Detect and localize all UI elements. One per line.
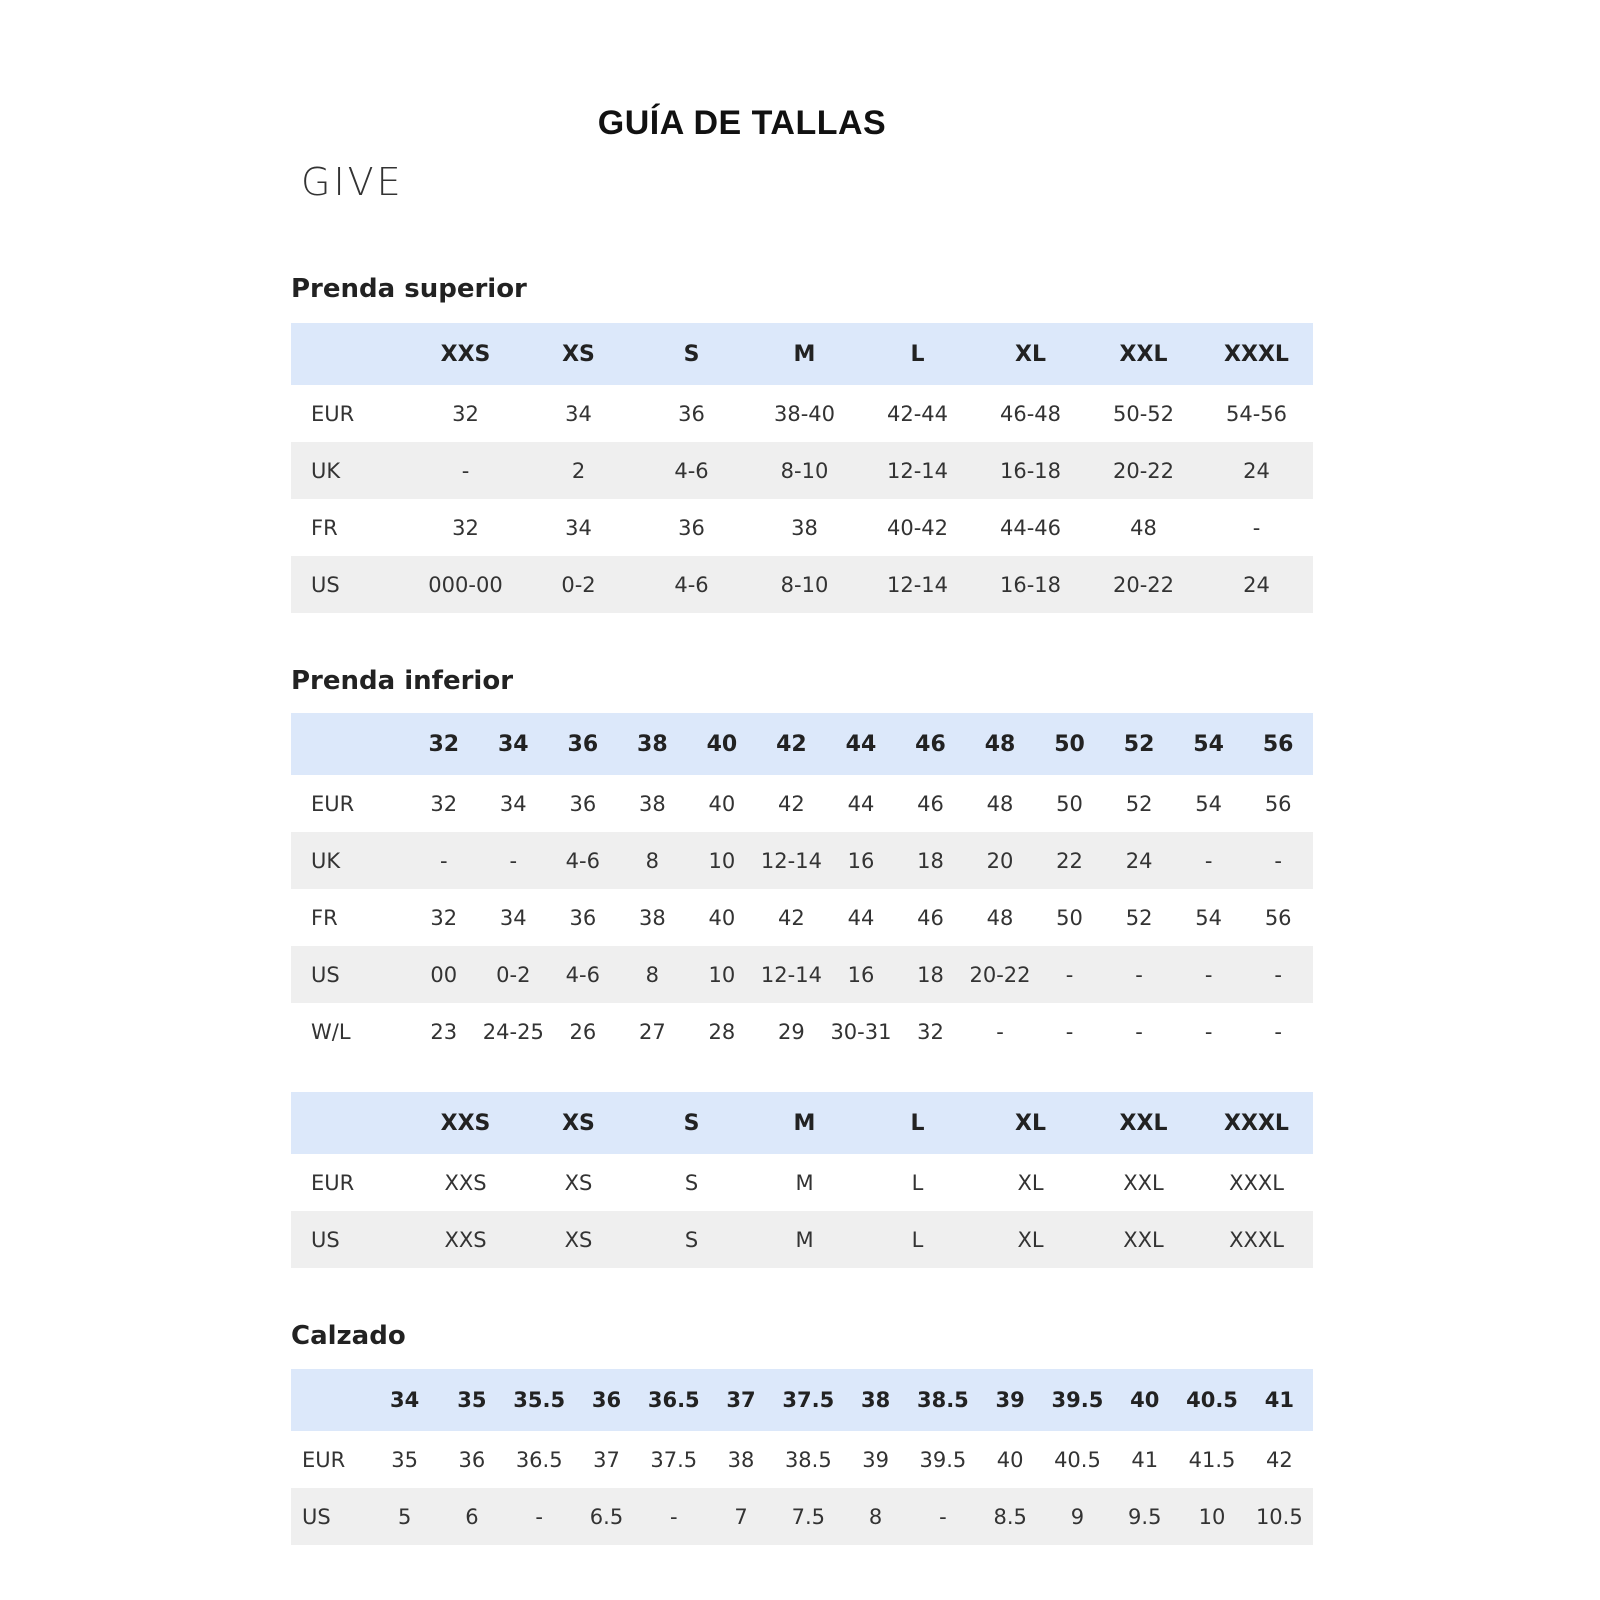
table-row bbox=[291, 1154, 1313, 1211]
size-value-cell: 5 bbox=[397, 1504, 412, 1529]
row-label-cell: EUR bbox=[311, 401, 355, 426]
table-row bbox=[291, 499, 1313, 556]
size-value-cell: - bbox=[509, 848, 518, 873]
header-size-cell: L bbox=[910, 341, 925, 367]
header-size-cell: 38.5 bbox=[916, 1388, 969, 1412]
size-value-cell: 22 bbox=[1056, 848, 1083, 873]
size-value-cell: - bbox=[439, 848, 448, 873]
size-value-cell: 32 bbox=[452, 401, 479, 426]
row-label-cell: US bbox=[311, 1227, 340, 1252]
header-size-cell: 39 bbox=[995, 1388, 1025, 1412]
header-size-cell: 36 bbox=[591, 1388, 622, 1412]
header-size-cell: 39.5 bbox=[1051, 1388, 1104, 1412]
size-value-cell: 46-48 bbox=[999, 401, 1062, 426]
size-table-shoes bbox=[291, 1369, 1313, 1545]
size-value-cell: 10 bbox=[708, 962, 736, 987]
size-value-cell: 40.5 bbox=[1054, 1447, 1101, 1472]
size-value-cell: 34 bbox=[499, 791, 527, 816]
size-value-cell: 9.5 bbox=[1128, 1504, 1162, 1529]
size-value-cell: 24 bbox=[1125, 848, 1153, 873]
size-value-cell: 36.5 bbox=[515, 1447, 563, 1472]
size-value-cell: 20-22 bbox=[1112, 572, 1175, 597]
size-value-cell: 23 bbox=[430, 1019, 458, 1044]
size-value-cell: - bbox=[1065, 962, 1074, 987]
size-value-cell: 4-6 bbox=[565, 848, 600, 873]
size-value-cell: - bbox=[461, 458, 470, 483]
size-value-cell: 56 bbox=[1264, 905, 1292, 930]
size-value-cell: 24 bbox=[1243, 572, 1270, 597]
row-label-cell: W/L bbox=[311, 1019, 351, 1044]
header-size-cell: 40.5 bbox=[1186, 1388, 1238, 1412]
size-value-cell: 38 bbox=[638, 791, 666, 816]
size-value-cell: 27 bbox=[638, 1019, 666, 1044]
size-value-cell: 12-14 bbox=[760, 962, 822, 987]
size-value-cell: 38-40 bbox=[773, 401, 836, 426]
size-value-cell: 000-00 bbox=[428, 572, 503, 597]
size-value-cell: 46 bbox=[917, 791, 944, 816]
section-title-bottoms: Prenda inferior bbox=[291, 666, 514, 696]
size-value-cell: 00 bbox=[430, 962, 458, 987]
header-size-cell: 35.5 bbox=[513, 1388, 566, 1412]
size-value-cell: 8 bbox=[868, 1504, 883, 1529]
header-size-cell: XS bbox=[562, 1110, 595, 1136]
size-value-cell: 36 bbox=[678, 515, 705, 540]
size-value-cell: 36 bbox=[569, 791, 597, 816]
table-row bbox=[291, 1003, 1313, 1060]
size-value-cell: 4-6 bbox=[674, 572, 709, 597]
size-table-letters bbox=[291, 1092, 1313, 1268]
size-value-cell: 38 bbox=[727, 1447, 755, 1472]
size-value-cell: XXS bbox=[444, 1227, 487, 1252]
size-value-cell: - bbox=[1204, 962, 1213, 987]
header-size-cell: 40 bbox=[1130, 1388, 1160, 1412]
size-table-bottoms bbox=[291, 713, 1313, 1060]
header-size-cell: XXXL bbox=[1224, 341, 1289, 367]
section-title-tops: Prenda superior bbox=[291, 274, 527, 304]
size-value-cell: 8 bbox=[645, 848, 660, 873]
size-value-cell: 32 bbox=[452, 515, 479, 540]
size-value-cell: 39 bbox=[862, 1447, 889, 1472]
row-label-cell: EUR bbox=[311, 791, 355, 816]
table-row bbox=[291, 1431, 1313, 1488]
size-value-cell: 30-31 bbox=[830, 1019, 892, 1044]
size-value-cell: L bbox=[911, 1227, 924, 1252]
size-value-cell: S bbox=[684, 1170, 699, 1195]
size-value-cell: 38 bbox=[791, 515, 818, 540]
size-value-cell: XL bbox=[1017, 1227, 1044, 1252]
size-value-cell: 7.5 bbox=[791, 1504, 826, 1529]
header-corner-cell bbox=[291, 1369, 371, 1431]
size-value-cell: 20 bbox=[986, 848, 1014, 873]
size-value-cell: 10 bbox=[708, 848, 736, 873]
section-title-shoes: Calzado bbox=[291, 1321, 406, 1351]
size-value-cell: 39.5 bbox=[919, 1447, 967, 1472]
size-value-cell: XL bbox=[1017, 1170, 1044, 1195]
table-row bbox=[291, 1211, 1313, 1268]
size-value-cell: 34 bbox=[565, 515, 592, 540]
size-value-cell: 7 bbox=[734, 1504, 748, 1529]
size-value-cell: 54 bbox=[1195, 905, 1222, 930]
row-label-cell: FR bbox=[311, 515, 338, 540]
header-size-cell: 35 bbox=[457, 1388, 487, 1412]
size-value-cell: 52 bbox=[1125, 791, 1153, 816]
row-label-cell: EUR bbox=[302, 1447, 346, 1472]
size-value-cell: 35 bbox=[391, 1447, 418, 1472]
size-value-cell: 10 bbox=[1198, 1504, 1226, 1529]
size-value-cell: 20-22 bbox=[1112, 458, 1175, 483]
size-value-cell: XS bbox=[564, 1227, 593, 1252]
size-value-cell: XS bbox=[564, 1170, 593, 1195]
size-value-cell: - bbox=[669, 1504, 678, 1529]
header-size-cell: 37 bbox=[726, 1388, 756, 1412]
size-value-cell: 32 bbox=[430, 791, 458, 816]
size-value-cell: 36 bbox=[678, 401, 705, 426]
size-value-cell: - bbox=[1252, 515, 1261, 540]
row-label-cell: EUR bbox=[311, 1170, 355, 1195]
size-value-cell: - bbox=[1274, 848, 1282, 873]
size-value-cell: 2 bbox=[571, 458, 586, 483]
size-value-cell: 40 bbox=[708, 905, 736, 930]
size-value-cell: 42 bbox=[778, 905, 805, 930]
size-value-cell: 20-22 bbox=[969, 962, 1031, 987]
size-value-cell: 8-10 bbox=[780, 458, 829, 483]
table-row bbox=[291, 1488, 1313, 1545]
header-size-cell: 36.5 bbox=[647, 1388, 700, 1412]
header-size-cell: 48 bbox=[984, 731, 1016, 757]
size-value-cell: 8.5 bbox=[993, 1504, 1027, 1529]
table-row bbox=[291, 832, 1313, 889]
size-value-cell: 10.5 bbox=[1255, 1504, 1303, 1529]
table-row bbox=[291, 442, 1313, 499]
size-value-cell: - bbox=[1204, 848, 1213, 873]
size-value-cell: - bbox=[1135, 962, 1143, 987]
size-value-cell: 16-18 bbox=[999, 458, 1062, 483]
table-row bbox=[291, 556, 1313, 613]
size-value-cell: XXL bbox=[1123, 1227, 1164, 1252]
size-value-cell: 4-6 bbox=[565, 962, 600, 987]
size-value-cell: 38.5 bbox=[784, 1447, 832, 1472]
header-size-cell: XS bbox=[562, 341, 595, 367]
size-value-cell: 16 bbox=[847, 962, 875, 987]
size-value-cell: 18 bbox=[917, 962, 944, 987]
size-value-cell: 24 bbox=[1243, 458, 1270, 483]
size-value-cell: 41.5 bbox=[1188, 1447, 1236, 1472]
table-row bbox=[291, 385, 1313, 442]
header-size-cell: M bbox=[793, 1110, 816, 1136]
size-value-cell: 38 bbox=[638, 905, 666, 930]
size-value-cell: 50-52 bbox=[1112, 401, 1175, 426]
size-value-cell: S bbox=[684, 1227, 699, 1252]
size-value-cell: 46 bbox=[917, 905, 944, 930]
size-value-cell: 12-14 bbox=[886, 572, 949, 597]
table-header-row bbox=[291, 713, 1313, 775]
header-size-cell: 52 bbox=[1123, 731, 1155, 757]
size-value-cell: 16 bbox=[847, 848, 875, 873]
size-value-cell: 42-44 bbox=[886, 401, 949, 426]
header-size-cell: XXXL bbox=[1224, 1110, 1289, 1136]
size-value-cell: 52 bbox=[1125, 905, 1153, 930]
header-size-cell: 46 bbox=[915, 731, 946, 757]
header-size-cell: 38 bbox=[637, 731, 668, 757]
size-value-cell: 48 bbox=[986, 791, 1014, 816]
size-value-cell: 44 bbox=[847, 791, 875, 816]
size-value-cell: 48 bbox=[1130, 515, 1157, 540]
size-value-cell: 40-42 bbox=[886, 515, 949, 540]
size-value-cell: 6 bbox=[465, 1504, 479, 1529]
header-size-cell: XXL bbox=[1119, 341, 1168, 367]
row-label-cell: US bbox=[302, 1504, 331, 1529]
size-value-cell: M bbox=[795, 1227, 814, 1252]
size-value-cell: 32 bbox=[430, 905, 458, 930]
size-value-cell: 16-18 bbox=[999, 572, 1062, 597]
size-value-cell: XXXL bbox=[1229, 1170, 1284, 1195]
header-size-cell: 44 bbox=[845, 731, 877, 757]
page-title: GUÍA DE TALLAS bbox=[597, 104, 887, 142]
size-value-cell: 24-25 bbox=[482, 1019, 544, 1044]
header-size-cell: 56 bbox=[1262, 731, 1294, 757]
header-size-cell: 37.5 bbox=[782, 1388, 835, 1412]
header-size-cell: 40 bbox=[706, 731, 738, 757]
header-size-cell: XXL bbox=[1119, 1110, 1168, 1136]
table-row bbox=[291, 889, 1313, 946]
size-value-cell: L bbox=[911, 1170, 924, 1195]
size-value-cell: 54-56 bbox=[1225, 401, 1288, 426]
table-row bbox=[291, 946, 1313, 1003]
header-size-cell: 34 bbox=[390, 1388, 420, 1412]
size-value-cell: 0-2 bbox=[561, 572, 596, 597]
header-size-cell: XL bbox=[1015, 1110, 1046, 1136]
size-value-cell: - bbox=[939, 1504, 947, 1529]
size-value-cell: 42 bbox=[1265, 1447, 1293, 1472]
size-value-cell: - bbox=[1274, 962, 1282, 987]
size-value-cell: 4-6 bbox=[674, 458, 709, 483]
header-size-cell: M bbox=[793, 341, 816, 367]
size-value-cell: 6.5 bbox=[589, 1504, 624, 1529]
header-size-cell: 42 bbox=[776, 731, 807, 757]
size-value-cell: 40 bbox=[708, 791, 736, 816]
row-label-cell: UK bbox=[311, 458, 341, 483]
size-value-cell: - bbox=[1135, 1019, 1143, 1044]
size-value-cell: 18 bbox=[917, 848, 944, 873]
size-value-cell: 48 bbox=[986, 905, 1014, 930]
size-value-cell: XXXL bbox=[1229, 1227, 1284, 1252]
size-value-cell: - bbox=[1274, 1019, 1282, 1044]
header-size-cell: XXS bbox=[440, 341, 491, 367]
size-value-cell: 42 bbox=[778, 791, 805, 816]
size-value-cell: 54 bbox=[1195, 791, 1222, 816]
brand-logo: GIVE bbox=[301, 160, 404, 204]
row-label-cell: US bbox=[311, 572, 340, 597]
row-label-cell: UK bbox=[311, 848, 341, 873]
header-size-cell: XL bbox=[1015, 341, 1046, 367]
size-value-cell: 44 bbox=[847, 905, 875, 930]
size-value-cell: 50 bbox=[1056, 905, 1083, 930]
size-value-cell: 9 bbox=[1070, 1504, 1085, 1529]
header-corner-cell bbox=[291, 323, 409, 385]
size-value-cell: 26 bbox=[569, 1019, 597, 1044]
size-value-cell: 36 bbox=[458, 1447, 486, 1472]
size-table-tops bbox=[291, 323, 1313, 613]
size-value-cell: 12-14 bbox=[760, 848, 822, 873]
size-value-cell: 8 bbox=[645, 962, 660, 987]
row-label-cell: US bbox=[311, 962, 340, 987]
header-size-cell: L bbox=[910, 1110, 925, 1136]
size-value-cell: M bbox=[795, 1170, 814, 1195]
size-value-cell: 0-2 bbox=[496, 962, 531, 987]
header-size-cell: S bbox=[683, 341, 700, 367]
size-value-cell: 50 bbox=[1056, 791, 1083, 816]
size-value-cell: XXS bbox=[444, 1170, 487, 1195]
header-size-cell: 36 bbox=[567, 731, 599, 757]
size-value-cell: 36 bbox=[569, 905, 597, 930]
header-size-cell: 32 bbox=[428, 731, 460, 757]
size-value-cell: 37 bbox=[593, 1447, 620, 1472]
header-size-cell: 50 bbox=[1054, 731, 1085, 757]
size-value-cell: - bbox=[1065, 1019, 1074, 1044]
size-value-cell: 44-46 bbox=[999, 515, 1062, 540]
header-corner-cell bbox=[291, 1092, 409, 1154]
size-value-cell: XXL bbox=[1123, 1170, 1164, 1195]
header-corner-cell bbox=[291, 713, 409, 775]
table-header-row bbox=[291, 323, 1313, 385]
table-header-row bbox=[291, 1092, 1313, 1154]
size-value-cell: 29 bbox=[778, 1019, 805, 1044]
header-size-cell: 34 bbox=[497, 731, 529, 757]
size-value-cell: 32 bbox=[917, 1019, 944, 1044]
size-value-cell: 37.5 bbox=[650, 1447, 698, 1472]
size-value-cell: 12-14 bbox=[886, 458, 949, 483]
size-value-cell: 41 bbox=[1131, 1447, 1159, 1472]
table-row bbox=[291, 775, 1313, 832]
header-size-cell: 38 bbox=[860, 1388, 891, 1412]
row-label-cell: FR bbox=[311, 905, 338, 930]
size-value-cell: 8-10 bbox=[780, 572, 829, 597]
header-size-cell: 41 bbox=[1264, 1388, 1294, 1412]
header-size-cell: 54 bbox=[1193, 731, 1224, 757]
header-size-cell: S bbox=[683, 1110, 700, 1136]
size-value-cell: - bbox=[535, 1504, 543, 1529]
size-value-cell: 34 bbox=[499, 905, 527, 930]
size-value-cell: - bbox=[996, 1019, 1004, 1044]
size-value-cell: 28 bbox=[708, 1019, 736, 1044]
header-size-cell: XXS bbox=[440, 1110, 491, 1136]
size-value-cell: - bbox=[1204, 1019, 1213, 1044]
size-value-cell: 56 bbox=[1264, 791, 1292, 816]
table-header-row bbox=[291, 1369, 1313, 1431]
size-value-cell: 40 bbox=[996, 1447, 1024, 1472]
size-value-cell: 34 bbox=[565, 401, 592, 426]
